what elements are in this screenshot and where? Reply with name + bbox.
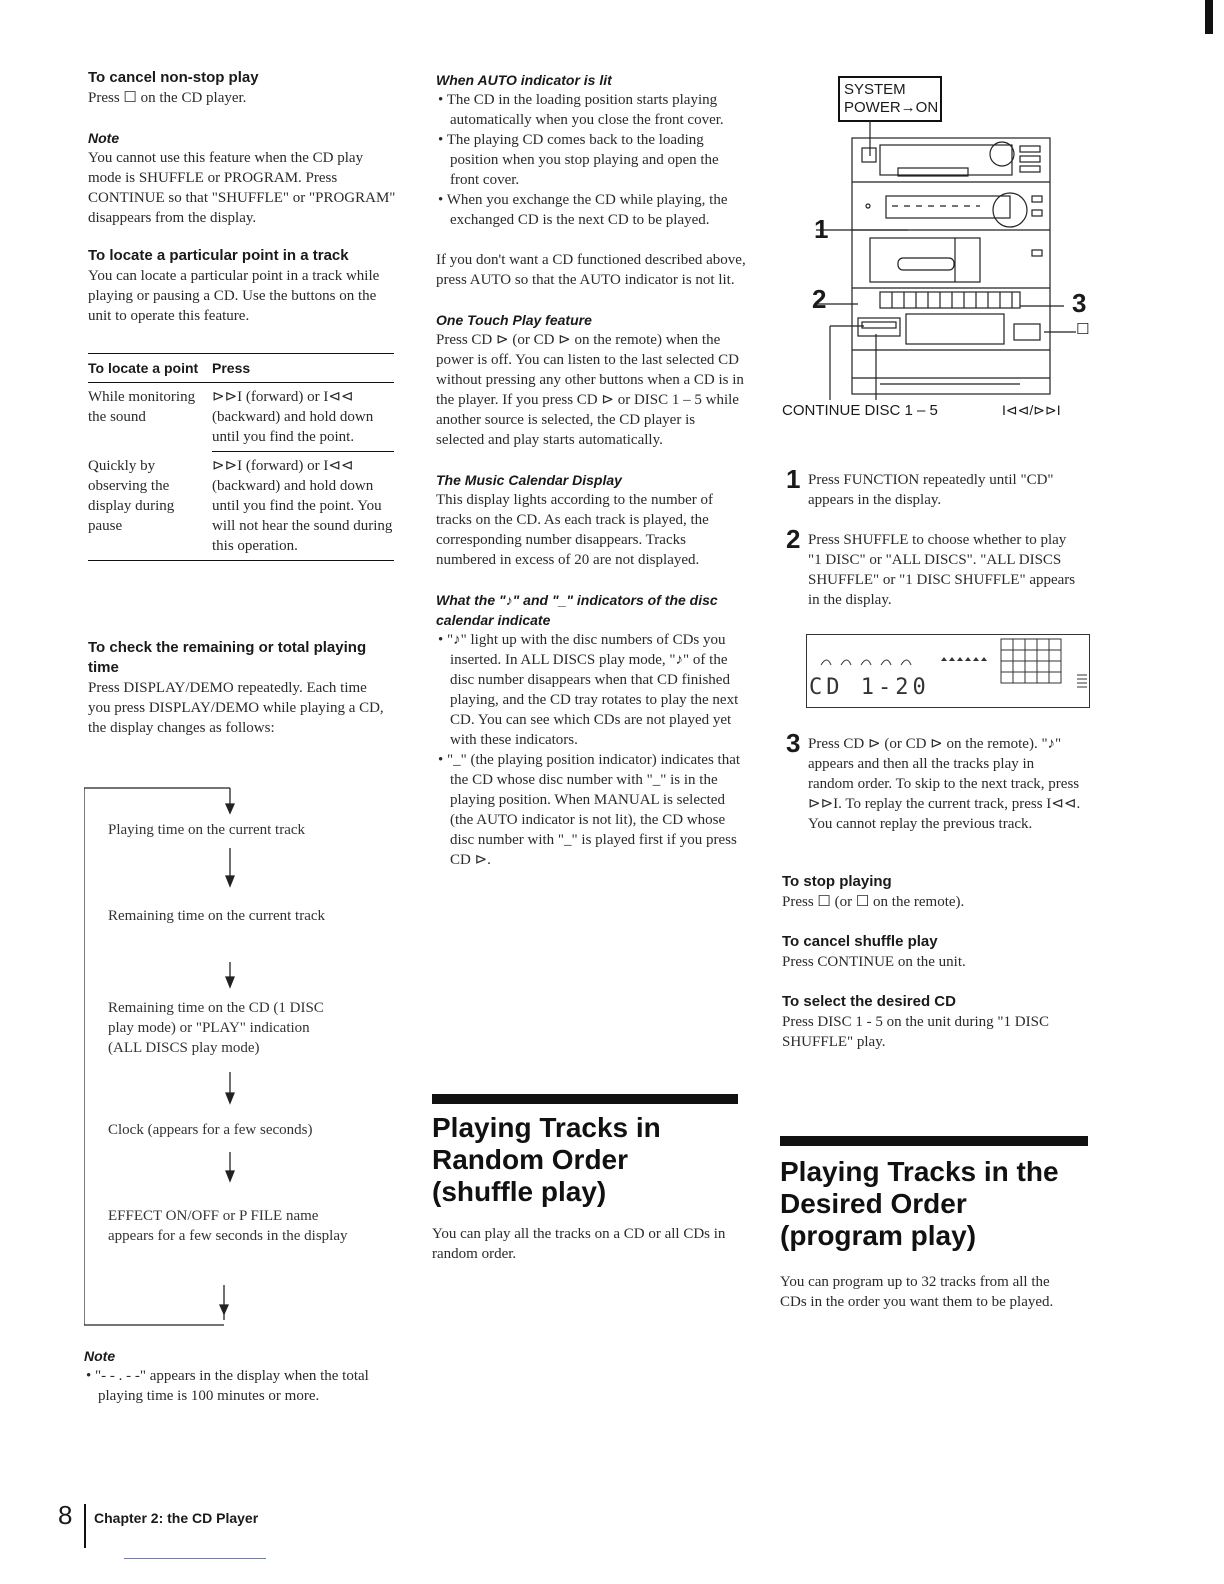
locate-table: [88, 353, 394, 561]
step-2: [782, 524, 1082, 610]
bullet-text: The CD in the loading position starts playing automatically when you close the front cover.: [446, 92, 724, 128]
shuffle-body: You can play all the tracks on a CD or all CDs in random order.: [432, 1226, 726, 1262]
cycle-arrows: [84, 780, 404, 1340]
section-rule: [780, 1136, 1088, 1146]
remaining-heading: To check the remaining or total playing time: [88, 639, 367, 676]
footer-rule: [124, 1558, 266, 1559]
note-label: Note: [88, 130, 120, 146]
section-rule: [432, 1094, 738, 1104]
program-body: You can program up to 32 tracks from all the CDs in the order you want them to be played.: [780, 1274, 1054, 1310]
shuffle-section: [432, 1112, 732, 1264]
step-text: Press FUNCTION repeatedly until "CD" appears in the display.: [808, 472, 1054, 508]
calendar-heading: The Music Calendar Display: [436, 472, 622, 488]
auto-tail: If you don't want a CD functioned described above, press AUTO so that the AUTO indicator is not lit.: [436, 252, 746, 288]
note2-section: [84, 1346, 394, 1406]
middle-column: [436, 70, 746, 870]
flow-item: Remaining time on the CD (1 DISC play mode) or "PLAY" indication (ALL DISCS play mode): [108, 1000, 324, 1056]
flow-item: Clock (appears for a few seconds): [108, 1122, 313, 1138]
bullet-text: "♪" light up with the disc numbers of CDs you inserted. In ALL DISCS play mode, "♪" of the disc number disappears when that CD finished playing, and the CD tray rotates to play the next CD. You can see which CDs are not played yet with these indicators.: [447, 632, 739, 748]
cancel-nonstop-heading: To cancel non-stop play: [88, 69, 259, 86]
step-number: 1: [786, 464, 801, 494]
one-touch-heading: One Touch Play feature: [436, 312, 592, 328]
remaining-body: Press DISPLAY/DEMO repeatedly. Each time you press DISPLAY/DEMO while playing a CD, the display changes as follows:: [88, 680, 384, 736]
cancel-nonstop-body: Press ☐ on the CD player.: [88, 90, 247, 106]
step-text: Press SHUFFLE to choose whether to play "1 DISC" or "ALL DISCS". "ALL DISCS SHUFFLE" or "1 DISC SHUFFLE" appears in the display.: [808, 532, 1076, 608]
table-header-locate: To locate a point: [88, 360, 199, 376]
skip-label: I⊲⊲/⊳⊳I: [1002, 402, 1061, 418]
cancel-shuffle-body: Press CONTINUE on the unit.: [782, 954, 966, 970]
callout-2: 2: [812, 284, 827, 314]
table-row: [88, 456, 394, 556]
table-row: [88, 387, 394, 447]
bullet-text: The playing CD comes back to the loading position when you stop playing and open the front cover.: [446, 132, 719, 188]
cancel-shuffle-heading: To cancel shuffle play: [782, 933, 938, 950]
calendar-body: This display lights according to the number of tracks on the CD. As each track is played, the corresponding number disappears. Tracks numbered in excess of 20 are not displayed.: [436, 492, 714, 568]
indicators-heading: What the "♪" and "_" indicators of the disc calendar indicate: [436, 592, 718, 628]
table-cell-when: Quickly by observing the display during pause: [88, 458, 175, 534]
system-power-label: [838, 76, 942, 122]
indicators-bullet: • "_" (the playing position indicator) indicates that the CD whose disc number with "_" is in the playing position. When MANUAL is selected (the AUTO indicator is not lit), the CD whose disc number with "_" is played first if you press CD ⊳.: [438, 752, 741, 868]
display-panel: [806, 634, 1090, 708]
step-3: [782, 728, 1082, 834]
note-body: • "- - . - -" appears in the display when the total playing time is 100 minutes or more.: [86, 1368, 369, 1404]
table-cell-press: ⊳⊳I (forward) or I⊲⊲ (backward) and hold down until you find the point. You will not hear the sound during this operation.: [212, 458, 393, 554]
locate-heading: To locate a particular point in a track: [88, 247, 349, 264]
display-cycle-diagram: [84, 780, 404, 1340]
auto-bullet: • The playing CD comes back to the loading position when you stop playing and open the front cover.: [438, 132, 719, 188]
stereo-unit-illustration: [780, 120, 1100, 410]
indicators-bullet: • "♪" light up with the disc numbers of CDs you inserted. In ALL DISCS play mode, "♪" of the disc number disappears when that CD finished playing, and the CD tray rotates to play the next CD. You can see which CDs are not played yet with these indicators.: [438, 632, 739, 748]
page-number: 8: [58, 1500, 73, 1530]
display-readout: CD 1-20: [809, 675, 930, 700]
auto-heading: When AUTO indicator is lit: [436, 72, 612, 88]
callout-3: 3: [1072, 288, 1087, 318]
system-label: SYSTEM: [844, 81, 906, 98]
flow-item: EFFECT ON/OFF or P FILE name appears for a few seconds in the display: [108, 1208, 348, 1244]
table-header-press: Press: [212, 360, 251, 376]
step-number: 2: [786, 524, 801, 554]
flow-item: Remaining time on the current track: [108, 908, 326, 924]
step-number: 3: [786, 728, 801, 758]
stop-body: Press ☐ (or ☐ on the remote).: [782, 894, 965, 910]
chapter-label: Chapter 2: the CD Player: [94, 1510, 259, 1526]
stop-heading: To stop playing: [782, 873, 892, 890]
bullet-text: When you exchange the CD while playing, the exchanged CD is the next CD to be played.: [446, 192, 728, 228]
program-title: Playing Tracks in the Desired Order (program play): [780, 1156, 1059, 1251]
auto-bullet: • When you exchange the CD while playing, the exchanged CD is the next CD to be played.: [438, 192, 728, 228]
power-on-label: POWER→ON: [844, 99, 939, 116]
table-cell-press: ⊳⊳I (forward) or I⊲⊲ (backward) and hold down until you find the point.: [212, 389, 374, 445]
select-cd-body: Press DISC 1 - 5 on the unit during "1 DISC SHUFFLE" play.: [782, 1014, 1049, 1050]
one-touch-body: Press CD ⊳ (or CD ⊳ on the remote) when the power is off. You can listen to the last selected CD without pressing any other buttons when a CD is in the player. If you press CD ⊳ or DISC 1 – 5 while another source is selected, the CD player is selected and play starts automatically.: [436, 332, 744, 448]
right-subsections: [782, 872, 1082, 1052]
note-text: "- - . - -" appears in the display when the total playing time is 100 minutes or more.: [95, 1368, 369, 1404]
auto-bullet: • The CD in the loading position starts playing automatically when you close the front cover.: [438, 92, 724, 128]
locate-body: You can locate a particular point in a track while playing or pausing a CD. Use the buttons on the unit to operate this feature.: [88, 268, 380, 324]
note-body: You cannot use this feature when the CD play mode is SHUFFLE or PROGRAM. Press CONTINUE so that "SHUFFLE" or "PROGRAM" disappears from the display.: [88, 150, 396, 226]
remaining-section: [88, 638, 388, 738]
bullet-text: "_" (the playing position indicator) indicates that the CD whose disc number with "_" is in the playing position. When MANUAL is selected (the AUTO indicator is not lit), the CD whose disc number with "_" is played first if you press CD ⊳.: [447, 752, 741, 868]
stop-icon: ☐: [1076, 321, 1090, 338]
footer-divider: [84, 1504, 86, 1548]
left-column: [88, 68, 400, 326]
corner-mark: [1205, 0, 1213, 34]
continue-disc-label: CONTINUE DISC 1 – 5: [782, 402, 938, 419]
step-text: Press CD ⊳ (or CD ⊳ on the remote). "♪" appears and then all the tracks play in random order. To skip to the next track, press ⊳⊳I. To replay the current track, press I⊲⊲. You cannot replay the previous track.: [808, 736, 1081, 832]
table-cell-when: While monitoring the sound: [88, 389, 196, 425]
step-1: [782, 464, 1082, 510]
shuffle-title: Playing Tracks in Random Order (shuffle play): [432, 1112, 661, 1207]
callout-1: 1: [814, 214, 829, 244]
program-section: [780, 1156, 1080, 1312]
select-cd-heading: To select the desired CD: [782, 993, 956, 1010]
note-label: Note: [84, 1348, 116, 1364]
flow-item: Playing time on the current track: [108, 822, 306, 838]
